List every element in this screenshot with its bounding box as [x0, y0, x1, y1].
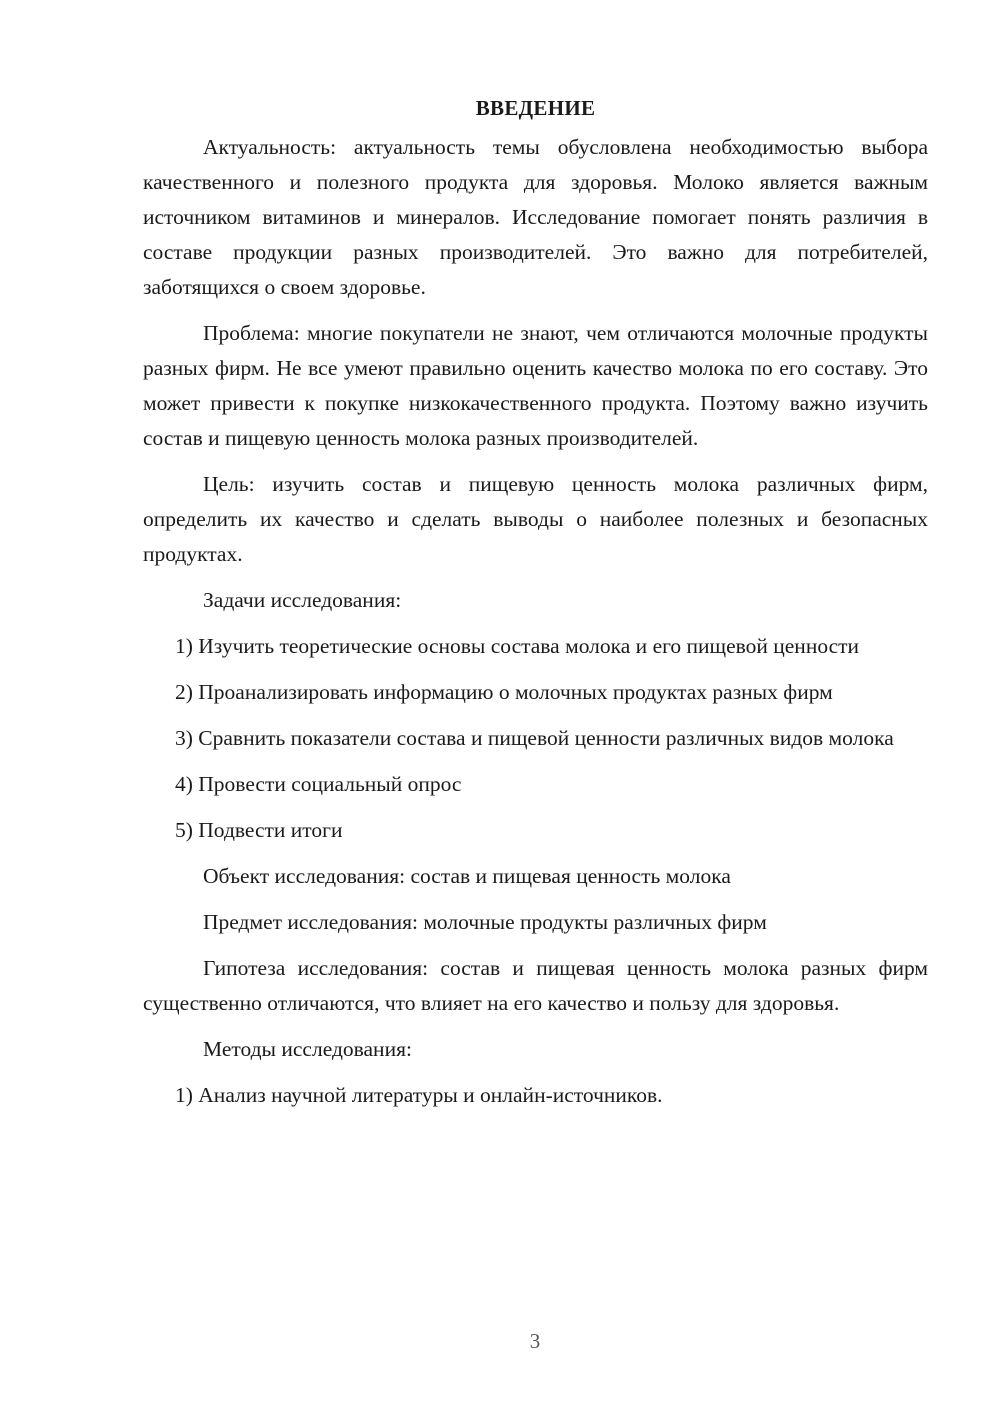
method-item-1: 1) Анализ научной литературы и онлайн-источников.: [175, 1083, 663, 1107]
subject-paragraph: Предмет исследования: молочные продукты различных фирм: [203, 910, 767, 934]
document-title: ВВЕДЕНИЕ: [475, 96, 596, 120]
problem-paragraph: Проблема: многие покупатели не знают, чем отличаются молочные продукты разных фирм. Не все умеют правильно оценить качество молока по его составу. Это может привести к покупке низкокачественного продукта. Поэтому важно изучить состав и пищевую ценность молока разных производителей.: [143, 321, 928, 450]
task-item-4: 4) Провести социальный опрос: [175, 772, 462, 796]
task-item-3: 3) Сравнить показатели состава и пищевой ценности различных видов молока: [175, 726, 894, 750]
hypothesis-paragraph: Гипотеза исследования: состав и пищевая ценность молока разных фирм существенно отличаются, что влияет на его качество и пользу для здоровья.: [143, 956, 928, 1015]
relevance-paragraph: Актуальность: актуальность темы обусловлена необходимостью выбора качественного и полезного продукта для здоровья. Молоко является важным источником витаминов и минералов. Исследование помогает понять различия в составе продукции разных производителей. Это важно для потребителей, заботящихся о своем здоровье.: [143, 135, 928, 299]
task-item-2: 2) Проанализировать информацию о молочных продуктах разных фирм: [175, 680, 833, 704]
methods-heading: Методы исследования:: [203, 1037, 412, 1061]
goal-paragraph: Цель: изучить состав и пищевую ценность молока различных фирм, определить их качество и сделать выводы о наиболее полезных и безопасных продуктах.: [143, 472, 928, 566]
object-paragraph: Объект исследования: состав и пищевая ценность молока: [203, 864, 731, 888]
tasks-heading: Задачи исследования:: [203, 588, 402, 612]
task-item-1: 1) Изучить теоретические основы состава молока и его пищевой ценности: [175, 634, 860, 658]
task-item-5: 5) Подвести итоги: [175, 818, 343, 842]
document-page: [143, 90, 928, 1124]
page-number: 3: [529, 1329, 541, 1353]
